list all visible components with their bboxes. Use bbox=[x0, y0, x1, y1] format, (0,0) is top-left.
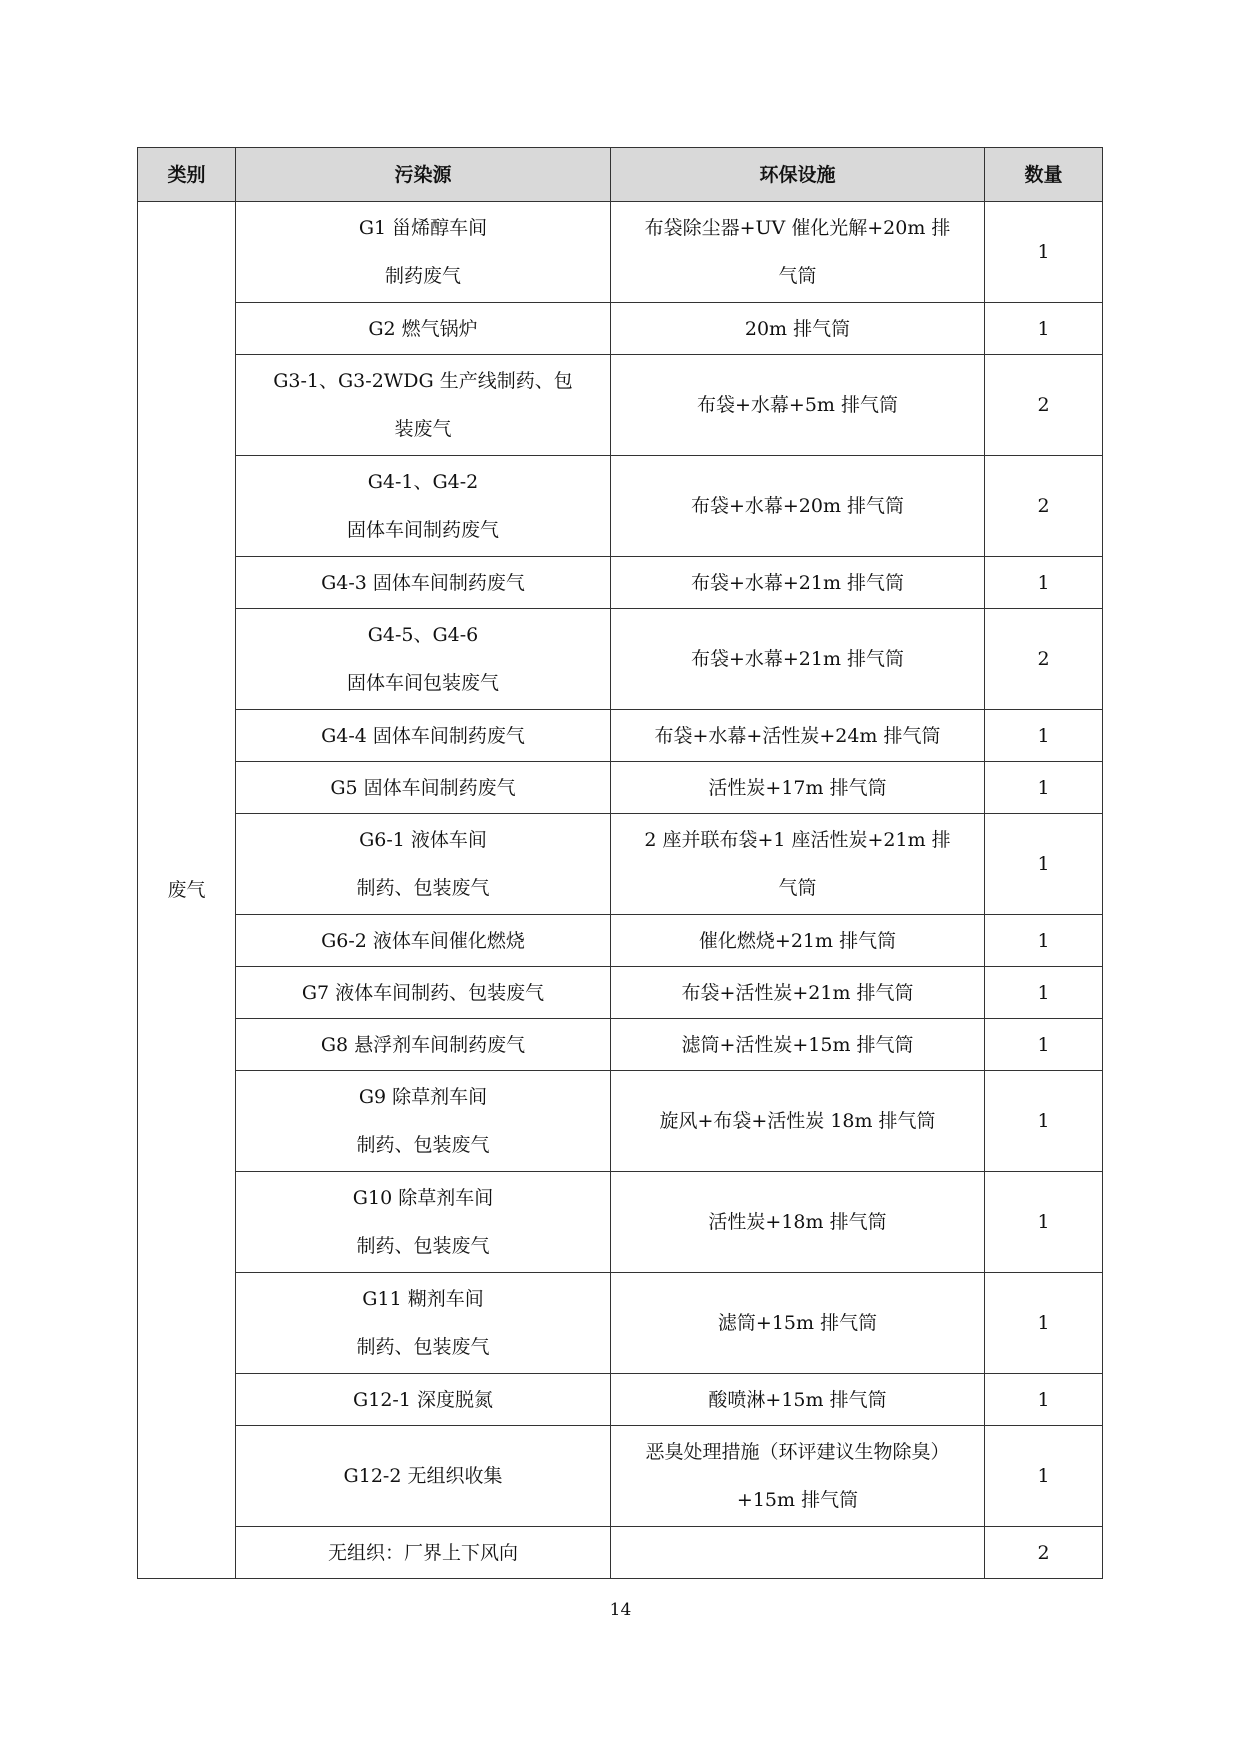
source-cell: G12-1 深度脱氮 bbox=[236, 1374, 611, 1426]
table-row bbox=[138, 557, 1103, 609]
facility-cell: 滤筒+15m 排气筒 bbox=[611, 1273, 985, 1374]
table-row bbox=[138, 303, 1103, 355]
source-cell: G3-1、G3-2WDG 生产线制药、包 装废气 bbox=[236, 355, 611, 456]
facility-cell: 布袋+水幕+20m 排气筒 bbox=[611, 456, 985, 557]
table-row bbox=[138, 762, 1103, 814]
table-row bbox=[138, 967, 1103, 1019]
source-cell: G12-2 无组织收集 bbox=[236, 1426, 611, 1527]
quantity-cell: 2 bbox=[985, 609, 1103, 710]
header-source: 污染源 bbox=[236, 148, 611, 202]
quantity-cell: 1 bbox=[985, 1273, 1103, 1374]
source-cell: G9 除草剂车间 制药、包装废气 bbox=[236, 1071, 611, 1172]
header-facility: 环保设施 bbox=[611, 148, 985, 202]
quantity-cell: 1 bbox=[985, 1071, 1103, 1172]
table-row bbox=[138, 1374, 1103, 1426]
table-row bbox=[138, 609, 1103, 710]
quantity-cell: 1 bbox=[985, 967, 1103, 1019]
facility-cell: 活性炭+18m 排气筒 bbox=[611, 1172, 985, 1273]
source-cell: G1 甾烯醇车间 制药废气 bbox=[236, 202, 611, 303]
quantity-cell: 1 bbox=[985, 710, 1103, 762]
quantity-cell: 2 bbox=[985, 1527, 1103, 1579]
facility-cell: 布袋+水幕+5m 排气筒 bbox=[611, 355, 985, 456]
facility-cell: 催化燃烧+21m 排气筒 bbox=[611, 915, 985, 967]
table-row bbox=[138, 202, 1103, 303]
facility-cell: 布袋+水幕+21m 排气筒 bbox=[611, 557, 985, 609]
source-cell: G10 除草剂车间 制药、包装废气 bbox=[236, 1172, 611, 1273]
header-quantity: 数量 bbox=[985, 148, 1103, 202]
table-header-row bbox=[138, 148, 1103, 202]
facility-cell: 酸喷淋+15m 排气筒 bbox=[611, 1374, 985, 1426]
table-row bbox=[138, 1426, 1103, 1527]
quantity-cell: 1 bbox=[985, 1019, 1103, 1071]
quantity-cell: 1 bbox=[985, 557, 1103, 609]
table-row bbox=[138, 915, 1103, 967]
source-cell: G6-1 液体车间 制药、包装废气 bbox=[236, 814, 611, 915]
quantity-cell: 2 bbox=[985, 456, 1103, 557]
facility-cell: 滤筒+活性炭+15m 排气筒 bbox=[611, 1019, 985, 1071]
table-row bbox=[138, 355, 1103, 456]
page-number: 14 bbox=[609, 1600, 632, 1620]
category-cell: 废气 bbox=[138, 202, 236, 1579]
table-row bbox=[138, 456, 1103, 557]
quantity-cell: 1 bbox=[985, 1426, 1103, 1527]
table-row bbox=[138, 710, 1103, 762]
quantity-cell: 1 bbox=[985, 915, 1103, 967]
table-row bbox=[138, 1019, 1103, 1071]
table-row-unorganized bbox=[138, 1527, 1103, 1579]
facility-cell: 布袋+活性炭+21m 排气筒 bbox=[611, 967, 985, 1019]
table-row bbox=[138, 814, 1103, 915]
facility-cell: 恶臭处理措施（环评建议生物除臭） +15m 排气筒 bbox=[611, 1426, 985, 1527]
source-cell: G4-4 固体车间制药废气 bbox=[236, 710, 611, 762]
quantity-cell: 1 bbox=[985, 814, 1103, 915]
source-cell: G7 液体车间制药、包装废气 bbox=[236, 967, 611, 1019]
source-cell: G8 悬浮剂车间制药废气 bbox=[236, 1019, 611, 1071]
facility-cell: 活性炭+17m 排气筒 bbox=[611, 762, 985, 814]
facility-cell: 2 座并联布袋+1 座活性炭+21m 排 气筒 bbox=[611, 814, 985, 915]
facility-cell: 20m 排气筒 bbox=[611, 303, 985, 355]
pollution-facility-table bbox=[137, 147, 1103, 1579]
source-cell: G4-1、G4-2 固体车间制药废气 bbox=[236, 456, 611, 557]
source-cell: G4-5、G4-6 固体车间包装废气 bbox=[236, 609, 611, 710]
source-cell: G11 糊剂车间 制药、包装废气 bbox=[236, 1273, 611, 1374]
table-row bbox=[138, 1172, 1103, 1273]
facility-cell: 布袋+水幕+活性炭+24m 排气筒 bbox=[611, 710, 985, 762]
source-cell: G4-3 固体车间制药废气 bbox=[236, 557, 611, 609]
quantity-cell: 2 bbox=[985, 355, 1103, 456]
source-cell: G2 燃气锅炉 bbox=[236, 303, 611, 355]
table-body bbox=[138, 202, 1103, 1579]
facility-cell bbox=[611, 1527, 985, 1579]
source-cell: 无组织：厂界上下风向 bbox=[236, 1527, 611, 1579]
facility-cell: 布袋+水幕+21m 排气筒 bbox=[611, 609, 985, 710]
header-category: 类别 bbox=[138, 148, 236, 202]
source-cell: G5 固体车间制药废气 bbox=[236, 762, 611, 814]
quantity-cell: 1 bbox=[985, 303, 1103, 355]
table-row bbox=[138, 1273, 1103, 1374]
quantity-cell: 1 bbox=[985, 1374, 1103, 1426]
table-row bbox=[138, 1071, 1103, 1172]
quantity-cell: 1 bbox=[985, 202, 1103, 303]
facility-cell: 布袋除尘器+UV 催化光解+20m 排 气筒 bbox=[611, 202, 985, 303]
source-cell: G6-2 液体车间催化燃烧 bbox=[236, 915, 611, 967]
quantity-cell: 1 bbox=[985, 1172, 1103, 1273]
quantity-cell: 1 bbox=[985, 762, 1103, 814]
facility-cell: 旋风+布袋+活性炭 18m 排气筒 bbox=[611, 1071, 985, 1172]
